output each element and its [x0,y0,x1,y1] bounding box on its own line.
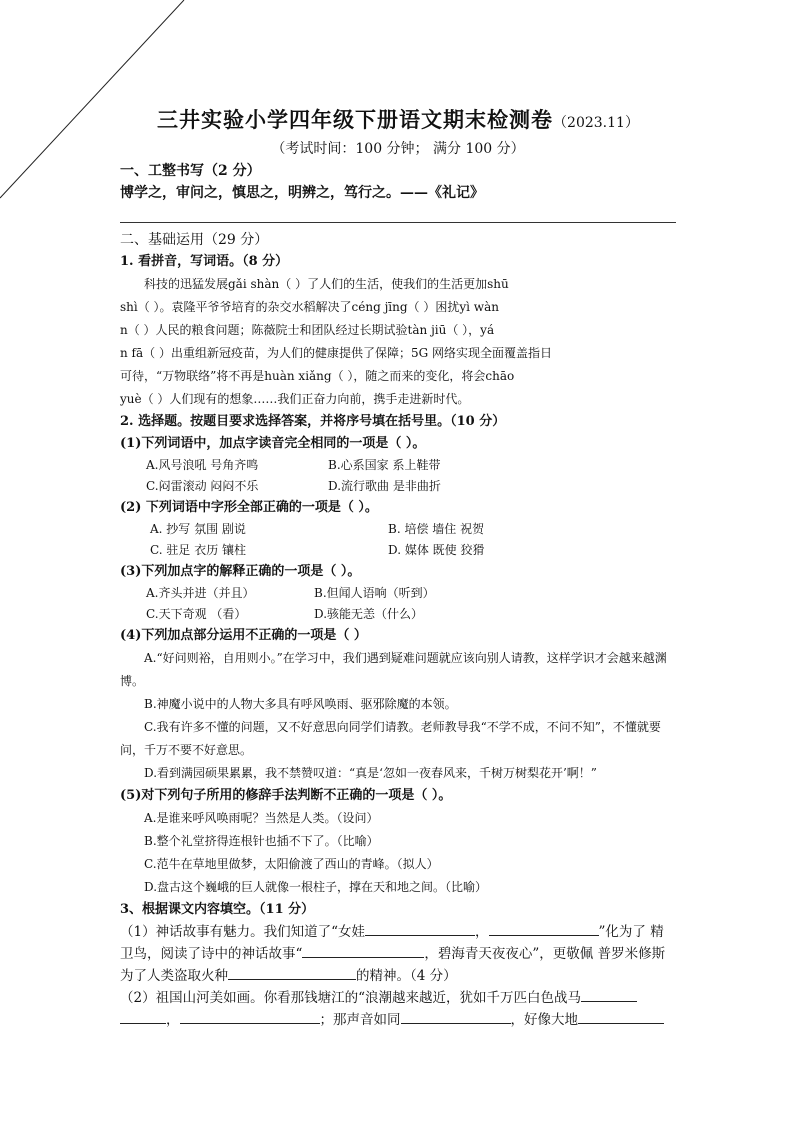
q1-line: yuè（ ）人们现有的想象……我们正奋力向前，携手走进新时代。 [120,391,470,406]
option-c: C.天下奇观 （看） [146,606,247,621]
q1-line: shì（ ）。袁隆平爷爷培育的杂交水稻解决了céng jīng（ ）困扰yì wàn [120,299,499,314]
option-b: B. 培偿 墙住 祝贺 [388,521,485,536]
section2-heading: 二、基础运用（29 分） [120,232,269,248]
option-a: A. 抄写 氛围 剧说 [150,521,246,536]
option-a: A.齐头并进（并且） [146,585,255,600]
section1-quote: 博学之，审问之，慎思之，明辨之，笃行之。——《礼记》 [120,185,484,201]
q2-heading: 2. 选择题。按题目要求选择答案，并将序号填在括号里。（10 分） [120,413,506,429]
q2-sub2-stem: (2) 下列词语中字形全部正确的一项是（ ）。 [120,499,378,515]
q3-text: ，好像大地 [510,1011,578,1028]
handwriting-line[interactable] [120,210,676,223]
title-date: （2023.11） [553,115,639,131]
fill-blank[interactable] [365,921,475,936]
fill-blank[interactable] [120,1009,166,1024]
q2-sub2-options-row [120,540,676,561]
option-d: D.流行歌曲 是非曲折 [328,478,441,493]
q3-text: 的精神。（4 分） [356,967,457,984]
option-d: D.骇能无恙（什么） [314,606,424,621]
q1-line: 科技的迅猛发展gǎi shàn（ ）了人们的生活，使我们的生活更加shū [144,277,509,291]
section1-heading: 一、工整书写（2 分） [120,163,261,179]
q1-heading: 1. 看拼音，写词语。（8 分） [120,254,289,269]
q2-sub3-options-row [120,604,676,625]
q3-text: 精卫鸟，阅读了诗中的神话故事“ [120,923,664,962]
q3-heading: 3、根据课文内容填空。（11 分） [120,901,315,917]
q2-sub1-stem: (1)下列词语中，加点字读音完全相同的一项是（ ）。 [120,435,426,451]
option-a: A.是谁来呼风唤雨呢？当然是人类。（设问） [144,810,379,825]
q1-passage [120,273,676,411]
option-c: C.范牛在草地里做梦，太阳偷渡了西山的青峰。（拟人） [144,856,439,871]
q2-sub1-options-row [120,476,676,497]
q1-line: n（ ）人民的粮食问题；陈薇院士和团队经过长期试验tàn jiū（ ），yá [120,322,495,337]
option-c: C.我有许多不懂的问题，又不好意思向同学们请教。老师教导我“不学不成，不问不知”，不懂就要问，千万不要不好意思。 [120,719,661,757]
q3-text: ， [166,1011,180,1028]
title-text: 三井实验小学四年级下册语文期末检测卷 [157,107,554,132]
exam-page [120,100,676,1031]
q3-item-2 [120,987,676,1031]
exam-info: （考试时间：100 分钟； 满分 100 分） [271,141,525,157]
q3-text: ， [475,923,489,940]
option-d: D.盘古这个巍峨的巨人就像一根柱子，撑在天和地之间。（比喻） [144,879,488,894]
q3-text: 普罗米修斯为了人类盗取火种 [120,945,666,984]
option-a: A.“好问则裕，自用则小。”在学习中，我们遇到疑难问题就应该向别人请教，这样学识才会越来越渊博。 [120,650,667,688]
option-c: C.闷雷滚动 闷闷不乐 [146,478,259,493]
option-d: D.看到满园硕果累累，我不禁赞叹道：“真是‘忽如一夜春风来，千树万树梨花开’啊！” [144,765,597,780]
fill-blank[interactable] [489,921,599,936]
q3-text: ；那声音如同 [319,1011,401,1028]
q2-sub2-options-row [120,519,676,540]
option-b: B.但闻人语响（听到） [314,585,435,600]
fill-blank[interactable] [581,987,637,1002]
fill-blank[interactable] [228,965,356,980]
q2-sub1-options-row [120,455,676,476]
page-title [120,104,676,136]
q3-text: （1）神话故事有魅力。我们知道了“女娃 [120,923,365,940]
option-a: A.风号浪吼 号角齐鸣 [146,457,259,472]
fill-blank[interactable] [401,1009,511,1024]
q3-text: （2）祖国山河美如画。你看那钱塘江的“浪潮越来越近，犹如千万匹白色战马 [120,989,581,1006]
q3-text: ”化为了 [598,923,646,940]
fill-blank[interactable] [180,1009,320,1024]
fill-blank[interactable] [302,943,424,958]
fill-blank[interactable] [578,1009,664,1024]
option-b: B.心系国家 系上鞋带 [328,457,441,472]
q3-item-1 [120,921,676,987]
q1-line: 可待，“万物联络”将不再是huàn xiǎng（ ），随之而来的变化，将会chāo [120,368,515,383]
q1-line: n fā（ ）出重组新冠疫苗，为人们的健康提供了保障；5G 网络实现全面覆盖指日 [120,345,552,360]
q2-sub3-options-row [120,583,676,604]
q2-sub5-stem: (5)对下列句子所用的修辞手法判断不正确的一项是（ ）。 [120,787,452,803]
option-b: B.神魔小说中的人物大多具有呼风唤雨、驱邪除魔的本领。 [144,696,457,711]
q2-sub3-stem: (3)下列加点字的解释正确的一项是（ ）。 [120,563,361,579]
option-b: B.整个礼堂挤得连根针也插不下了。（比喻） [144,833,379,848]
option-d: D. 媒体 既使 狡猾 [388,542,485,557]
option-c: C. 驻足 衣历 镶柱 [150,542,247,557]
q3-text: ，碧海青天夜夜心”，更敬佩 [424,945,594,962]
q2-sub4-stem: (4)下列加点部分运用不正确的一项是（ ） [120,627,367,643]
